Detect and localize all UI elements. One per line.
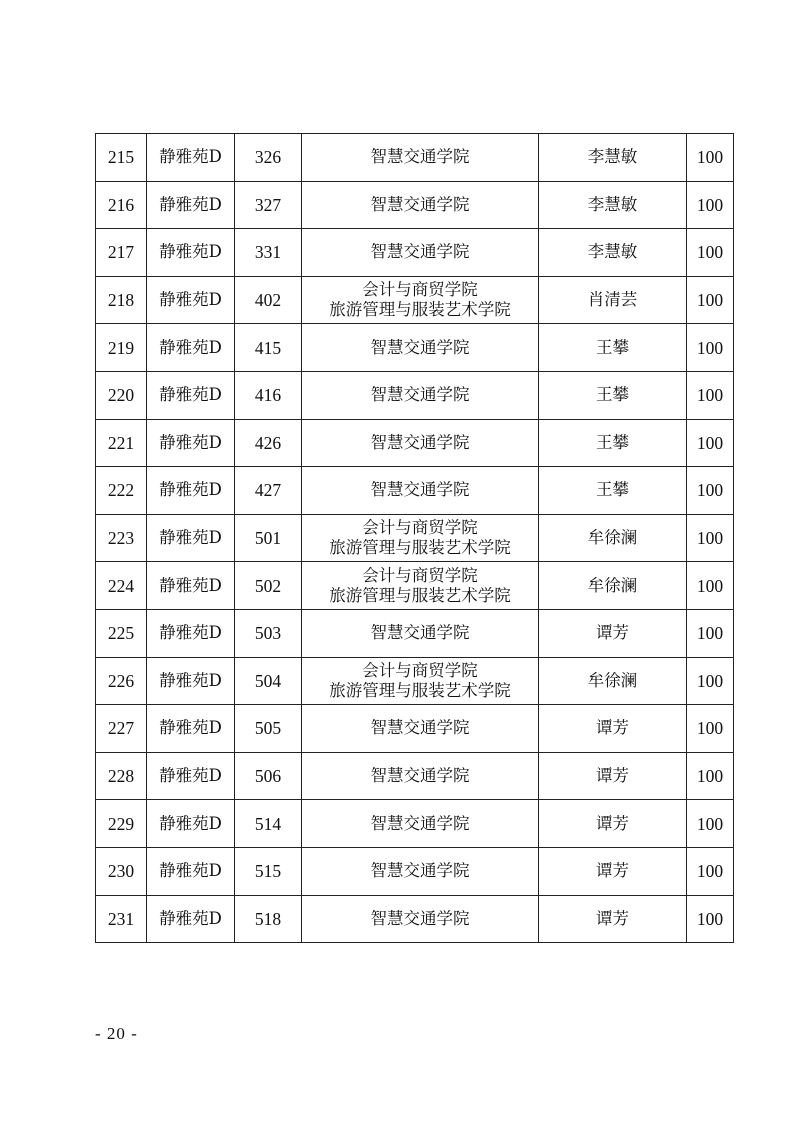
college-cell xyxy=(302,514,539,562)
page-number: - 20 - xyxy=(95,1024,138,1043)
building-cell: 静雅苑D xyxy=(147,371,235,419)
college-cell xyxy=(302,562,539,610)
building-cell: 静雅苑D xyxy=(147,467,235,515)
row-number-cell: 216 xyxy=(96,181,147,229)
score-cell: 100 xyxy=(687,609,734,657)
building-cell: 静雅苑D xyxy=(147,752,235,800)
score-cell: 100 xyxy=(687,181,734,229)
room-number-cell: 326 xyxy=(235,134,302,182)
college-cell xyxy=(302,800,539,848)
building-cell: 静雅苑D xyxy=(147,324,235,372)
college-name: 智慧交通学院 xyxy=(370,432,470,452)
row-number-cell: 222 xyxy=(96,467,147,515)
row-number-cell: 224 xyxy=(96,562,147,610)
college-cell xyxy=(302,181,539,229)
score-cell: 100 xyxy=(687,514,734,562)
college-name: 智慧交通学院 xyxy=(370,813,470,833)
building-cell: 静雅苑D xyxy=(147,229,235,277)
college-name: 智慧交通学院 xyxy=(370,337,470,357)
table-row xyxy=(96,800,734,848)
row-number-cell: 220 xyxy=(96,371,147,419)
score-cell: 100 xyxy=(687,847,734,895)
score-cell: 100 xyxy=(687,657,734,705)
table-row xyxy=(96,324,734,372)
building-cell: 静雅苑D xyxy=(147,276,235,324)
college-name: 智慧交通学院 xyxy=(370,147,470,167)
score-cell: 100 xyxy=(687,371,734,419)
building-cell: 静雅苑D xyxy=(147,705,235,753)
college-cell xyxy=(302,895,539,943)
college-name: 旅游管理与服装艺术学院 xyxy=(329,680,511,700)
score-cell: 100 xyxy=(687,467,734,515)
teacher-cell: 牟徐澜 xyxy=(539,657,687,705)
teacher-cell: 肖清芸 xyxy=(539,276,687,324)
dormitory-score-table xyxy=(95,133,734,943)
college-name: 会计与商贸学院 xyxy=(362,518,478,538)
row-number-cell: 223 xyxy=(96,514,147,562)
score-cell: 100 xyxy=(687,324,734,372)
room-number-cell: 518 xyxy=(235,895,302,943)
college-name: 智慧交通学院 xyxy=(370,385,470,405)
teacher-cell: 王攀 xyxy=(539,467,687,515)
college-name: 会计与商贸学院 xyxy=(362,280,478,300)
table-row xyxy=(96,705,734,753)
table-row xyxy=(96,419,734,467)
row-number-cell: 227 xyxy=(96,705,147,753)
college-name: 智慧交通学院 xyxy=(370,194,470,214)
table-row xyxy=(96,657,734,705)
row-number-cell: 215 xyxy=(96,134,147,182)
row-number-cell: 231 xyxy=(96,895,147,943)
college-cell xyxy=(302,609,539,657)
building-cell: 静雅苑D xyxy=(147,657,235,705)
row-number-cell: 218 xyxy=(96,276,147,324)
table-row xyxy=(96,371,734,419)
teacher-cell: 李慧敏 xyxy=(539,134,687,182)
score-cell: 100 xyxy=(687,229,734,277)
score-cell: 100 xyxy=(687,562,734,610)
college-cell xyxy=(302,371,539,419)
room-number-cell: 506 xyxy=(235,752,302,800)
teacher-cell: 谭芳 xyxy=(539,609,687,657)
row-number-cell: 229 xyxy=(96,800,147,848)
college-cell xyxy=(302,276,539,324)
score-cell: 100 xyxy=(687,895,734,943)
college-cell xyxy=(302,134,539,182)
college-cell xyxy=(302,657,539,705)
room-number-cell: 505 xyxy=(235,705,302,753)
teacher-cell: 牟徐澜 xyxy=(539,514,687,562)
score-cell: 100 xyxy=(687,705,734,753)
college-name: 智慧交通学院 xyxy=(370,480,470,500)
score-cell: 100 xyxy=(687,276,734,324)
college-cell xyxy=(302,467,539,515)
score-cell: 100 xyxy=(687,800,734,848)
teacher-cell: 王攀 xyxy=(539,371,687,419)
table-row xyxy=(96,181,734,229)
teacher-cell: 谭芳 xyxy=(539,752,687,800)
score-cell: 100 xyxy=(687,134,734,182)
college-cell xyxy=(302,847,539,895)
table-row xyxy=(96,134,734,182)
row-number-cell: 217 xyxy=(96,229,147,277)
teacher-cell: 李慧敏 xyxy=(539,229,687,277)
row-number-cell: 230 xyxy=(96,847,147,895)
college-name: 旅游管理与服装艺术学院 xyxy=(329,585,511,605)
room-number-cell: 514 xyxy=(235,800,302,848)
room-number-cell: 402 xyxy=(235,276,302,324)
room-number-cell: 331 xyxy=(235,229,302,277)
college-name: 智慧交通学院 xyxy=(370,242,470,262)
building-cell: 静雅苑D xyxy=(147,181,235,229)
college-name: 智慧交通学院 xyxy=(370,718,470,738)
room-number-cell: 503 xyxy=(235,609,302,657)
room-number-cell: 327 xyxy=(235,181,302,229)
table-row xyxy=(96,752,734,800)
college-cell xyxy=(302,419,539,467)
row-number-cell: 225 xyxy=(96,609,147,657)
table-row xyxy=(96,895,734,943)
college-cell xyxy=(302,752,539,800)
college-name: 智慧交通学院 xyxy=(370,623,470,643)
teacher-cell: 牟徐澜 xyxy=(539,562,687,610)
table-row xyxy=(96,276,734,324)
teacher-cell: 谭芳 xyxy=(539,895,687,943)
college-name: 旅游管理与服装艺术学院 xyxy=(329,538,511,558)
college-cell xyxy=(302,705,539,753)
table-row xyxy=(96,514,734,562)
college-name: 会计与商贸学院 xyxy=(362,565,478,585)
teacher-cell: 谭芳 xyxy=(539,847,687,895)
teacher-cell: 李慧敏 xyxy=(539,181,687,229)
teacher-cell: 谭芳 xyxy=(539,705,687,753)
row-number-cell: 219 xyxy=(96,324,147,372)
table-row xyxy=(96,229,734,277)
building-cell: 静雅苑D xyxy=(147,895,235,943)
room-number-cell: 502 xyxy=(235,562,302,610)
room-number-cell: 501 xyxy=(235,514,302,562)
college-name: 智慧交通学院 xyxy=(370,766,470,786)
table-row xyxy=(96,562,734,610)
building-cell: 静雅苑D xyxy=(147,514,235,562)
building-cell: 静雅苑D xyxy=(147,419,235,467)
table-row xyxy=(96,847,734,895)
college-name: 会计与商贸学院 xyxy=(362,660,478,680)
teacher-cell: 王攀 xyxy=(539,419,687,467)
building-cell: 静雅苑D xyxy=(147,847,235,895)
room-number-cell: 504 xyxy=(235,657,302,705)
teacher-cell: 谭芳 xyxy=(539,800,687,848)
building-cell: 静雅苑D xyxy=(147,134,235,182)
teacher-cell: 王攀 xyxy=(539,324,687,372)
room-number-cell: 426 xyxy=(235,419,302,467)
college-name: 智慧交通学院 xyxy=(370,908,470,928)
row-number-cell: 228 xyxy=(96,752,147,800)
building-cell: 静雅苑D xyxy=(147,609,235,657)
room-number-cell: 515 xyxy=(235,847,302,895)
row-number-cell: 221 xyxy=(96,419,147,467)
table-row xyxy=(96,609,734,657)
room-number-cell: 416 xyxy=(235,371,302,419)
college-cell xyxy=(302,229,539,277)
score-cell: 100 xyxy=(687,752,734,800)
row-number-cell: 226 xyxy=(96,657,147,705)
building-cell: 静雅苑D xyxy=(147,800,235,848)
room-number-cell: 415 xyxy=(235,324,302,372)
college-name: 旅游管理与服装艺术学院 xyxy=(329,300,511,320)
score-cell: 100 xyxy=(687,419,734,467)
table-row xyxy=(96,467,734,515)
building-cell: 静雅苑D xyxy=(147,562,235,610)
college-name: 智慧交通学院 xyxy=(370,861,470,881)
table-body xyxy=(96,134,734,943)
college-cell xyxy=(302,324,539,372)
room-number-cell: 427 xyxy=(235,467,302,515)
